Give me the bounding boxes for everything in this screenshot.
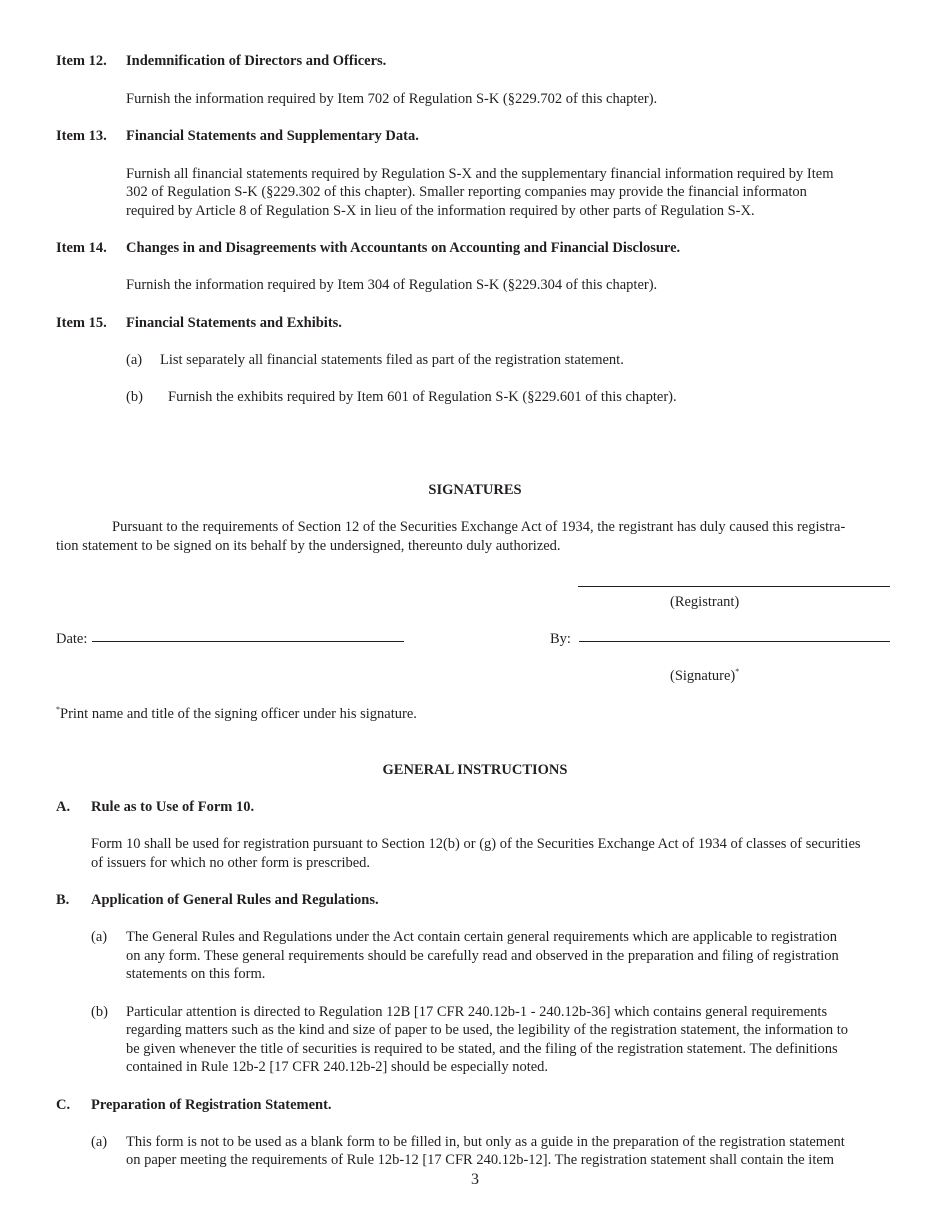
gi-b-b-label: (b) bbox=[91, 1004, 108, 1020]
item-13-title: Financial Statements and Supplementary Data. bbox=[126, 128, 419, 144]
gi-b-label: B. bbox=[56, 892, 70, 908]
gi-c-a-label: (a) bbox=[91, 1134, 108, 1150]
footnote-text: Print name and title of the signing officer under his signature. bbox=[60, 706, 417, 722]
item-15-title: Financial Statements and Exhibits. bbox=[126, 315, 342, 331]
item-12-title: Indemnification of Directors and Officers. bbox=[126, 53, 387, 69]
gi-a-line-2: of issuers for which no other form is prescribed. bbox=[91, 855, 371, 871]
gi-c-a-line-1: This form is not to be used as a blank form to be filled in, but only as a guide in the preparation of the registration statement bbox=[126, 1134, 845, 1150]
date-label: Date: bbox=[56, 631, 88, 647]
gi-a-line-1: Form 10 shall be used for registration pursuant to Section 12(b) or (g) of the Securities Exchange Act of 1934 of classes of securities bbox=[91, 836, 861, 852]
item-12-label: Item 12. bbox=[56, 53, 107, 69]
gi-b-a-line-1: The General Rules and Regulations under the Act contain certain general requirements which are applicable to registration bbox=[126, 929, 838, 945]
by-label: By: bbox=[550, 631, 571, 647]
signature-footnote bbox=[56, 705, 417, 724]
gi-c-title: Preparation of Registration Statement. bbox=[91, 1097, 332, 1113]
gi-b-a-label: (a) bbox=[91, 929, 108, 945]
signature-label: (Signature) bbox=[670, 668, 736, 684]
item-15-label: Item 15. bbox=[56, 315, 107, 331]
signatures-text-line-2: tion statement to be signed on its behalf by the undersigned, thereunto duly authorized. bbox=[56, 538, 561, 554]
item-15-b-label: (b) bbox=[126, 389, 143, 405]
gi-b-b-line-3: be given whenever the title of securities is required to be stated, and the filing of the registration statement. The definitions bbox=[126, 1041, 838, 1057]
item-15-a-label: (a) bbox=[126, 352, 143, 368]
footnote-asterisk: * bbox=[56, 705, 60, 715]
signature-caption bbox=[670, 667, 739, 686]
gi-b-a-line-2: on any form. These general requirements should be carefully read and observed in the preparation and filing of registration bbox=[126, 948, 839, 964]
page-number: 3 bbox=[471, 1171, 479, 1188]
item-12-text: Furnish the information required by Item 702 of Regulation S-K (§229.702 of this chapter). bbox=[126, 91, 658, 107]
gi-b-b-line-4: contained in Rule 12b-2 [17 CFR 240.12b-2] should be especially noted. bbox=[126, 1059, 549, 1075]
item-13-line-1: Furnish all financial statements required by Regulation S-X and the supplementary financial information required by Item bbox=[126, 166, 834, 182]
item-15-b-text: Furnish the exhibits required by Item 601 of Regulation S-K (§229.601 of this chapter). bbox=[168, 389, 677, 405]
general-instructions-heading: GENERAL INSTRUCTIONS bbox=[382, 762, 568, 778]
item-14-text: Furnish the information required by Item 304 of Regulation S-K (§229.304 of this chapter). bbox=[126, 277, 658, 293]
gi-c-label: C. bbox=[56, 1097, 71, 1113]
gi-b-b-line-1: Particular attention is directed to Regulation 12B [17 CFR 240.12b-1 - 240.12b-36] which contains general requirements bbox=[126, 1004, 828, 1020]
signature-asterisk: * bbox=[735, 667, 740, 677]
gi-b-title: Application of General Rules and Regulations. bbox=[91, 892, 379, 908]
item-13-line-2: 302 of Regulation S-K (§229.302 of this chapter). Smaller reporting companies may provide the financial informaton bbox=[126, 184, 807, 200]
item-13-label: Item 13. bbox=[56, 128, 107, 144]
registrant-label: (Registrant) bbox=[670, 594, 740, 610]
signatures-text-line-1: Pursuant to the requirements of Section 12 of the Securities Exchange Act of 1934, the registrant has duly caused this registra- bbox=[112, 519, 846, 535]
gi-a-title: Rule as to Use of Form 10. bbox=[91, 799, 255, 815]
item-14-label: Item 14. bbox=[56, 240, 107, 256]
gi-b-b-line-2: regarding matters such as the kind and size of paper to be used, the legibility of the registration statement, the information to bbox=[126, 1022, 848, 1038]
signatures-heading: SIGNATURES bbox=[428, 482, 522, 498]
registrant-line[interactable] bbox=[578, 586, 890, 587]
gi-b-a-line-3: statements on this form. bbox=[126, 966, 266, 982]
item-14-title: Changes in and Disagreements with Accountants on Accounting and Financial Disclosure. bbox=[126, 240, 681, 256]
gi-a-label: A. bbox=[56, 799, 71, 815]
date-line[interactable] bbox=[92, 641, 404, 642]
gi-c-a-line-2: on paper meeting the requirements of Rule 12b-12 [17 CFR 240.12b-12]. The registration statement shall contain the item bbox=[126, 1152, 835, 1168]
signature-line[interactable] bbox=[579, 641, 890, 642]
item-13-line-3: required by Article 8 of Regulation S-X in lieu of the information required by other parts of Regulation S-X. bbox=[126, 203, 755, 219]
item-15-a-text: List separately all financial statements filed as part of the registration statement. bbox=[160, 352, 624, 368]
